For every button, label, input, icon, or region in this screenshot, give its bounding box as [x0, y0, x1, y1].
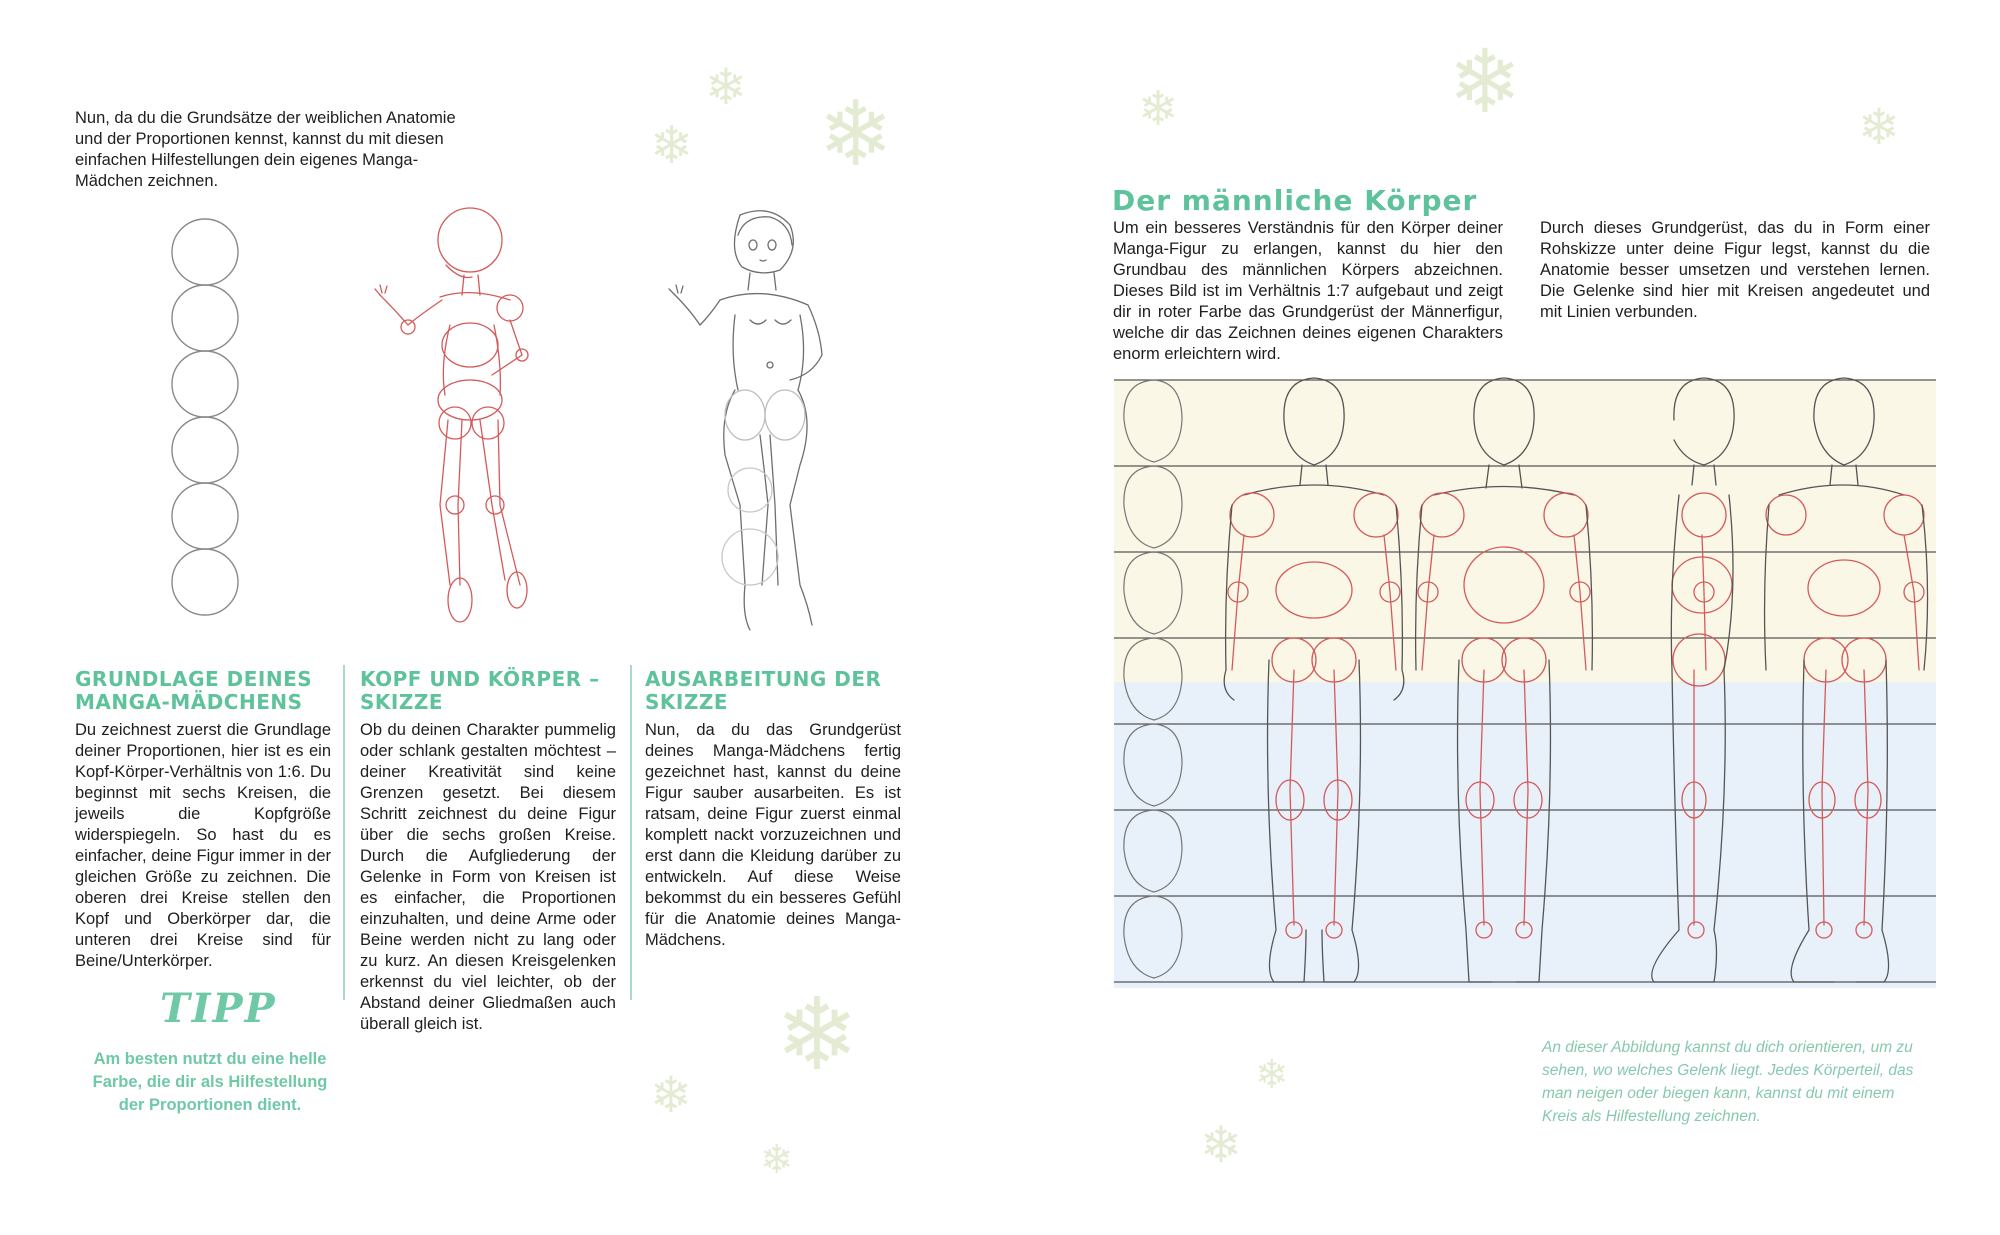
body-ausarbeitung: Nun, da du das Grundgerüst deines Manga-Mädchens fertig gezeichnet hast, kannst du deine Figur sauber ausarbeiten. Es ist ratsam, deine Figur zuerst einmal komplett nackt vorzuzeichnen und erst dann die Kleidung darüber zu entwickeln. Auf diese Weise bekommst du ein besseres Gefühl für die Anatomie deines Manga-Mädchens.: [645, 721, 901, 949]
page-title: Der männliche Körper: [1112, 184, 1478, 217]
proportion-circles: [160, 215, 250, 625]
snowflake-icon: ❄: [818, 82, 894, 187]
snowflake-icon: ❄: [1138, 81, 1179, 137]
heading-kopf-koerper: KOPF UND KÖRPER – SKIZZE: [360, 667, 600, 714]
right-column-2: Durch dieses Grundgerüst, das du in Form einer Rohskizze unter deine Figur legst, kannst du die Anatomie besser umsetzen und verstehen lernen. Die Gelenke sind hier mit Kreisen angedeutet und mit Linien verbunden.: [1540, 219, 1930, 321]
column-ausarbeitung: [645, 668, 901, 951]
snowflake-icon: ❄: [1200, 1116, 1242, 1174]
girl-finished-sketch: [650, 205, 870, 640]
tip-title: TIPP: [160, 985, 277, 1032]
snowflake-icon: ❄: [760, 1137, 794, 1183]
snowflake-icon: ❄: [775, 976, 859, 1093]
snowflake-icon: ❄: [1448, 30, 1522, 133]
snowflake-icon: ❄: [1255, 1052, 1289, 1098]
right-column-1: Um ein besseres Verständnis für den Körper deiner Manga-Figur zu erlangen, kannst du hier den Grundbau des männlichen Körpers abzeichnen. Dieses Bild ist im Verhältnis 1:7 aufgebaut und zeigt dir in roter Farbe das Grundgerüst der Männerfigur, welche dir das Zeichnen deines eigenen Charakters enorm erleichtern wird.: [1113, 219, 1503, 363]
tip-text: Am besten nutzt du eine helle Farbe, die dir als Hilfestellung der Proportionen dient.: [92, 1050, 328, 1114]
column-divider: [630, 665, 632, 1000]
figure-caption: An dieser Abbildung kannst du dich orientieren, um zu sehen, wo welches Gelenk liegt. Jedes Körperteil, das man neigen oder biegen kann, kannst du mit einem Kreis als Hilfestellung zeichnen.: [1542, 1039, 1914, 1125]
body-grundlage: Du zeichnest zuerst die Grundlage deiner Proportionen, hier ist es ein Kopf-Körper-Verhältnis von 1:6. Du beginnst mit sechs Kreisen, die jeweils die Kopfgröße widerspiegeln. So hast du es einfacher, deine Figur immer in der gleichen Größe zu zeichnen. Die oberen drei Kreise stellen den Kopf und Oberkörper dar, die unteren drei Kreise sind für Beine/Unterkörper.: [75, 721, 331, 970]
intro-text: Nun, da du die Grundsätze der weiblichen Anatomie und der Proportionen kennst, kannst du mit diesen einfachen Hilfestellungen dein eigenes Manga-Mädchen zeichnen.: [75, 109, 456, 190]
column-grundlage: [75, 668, 331, 972]
male-body-proportion-figure: [1114, 370, 1936, 1030]
head-column: [1124, 380, 1182, 978]
girl-skeleton-sketch: [360, 205, 560, 640]
column-kopf-koerper: [360, 668, 616, 1035]
heading-ausarbeitung: AUSARBEITUNG DER SKIZZE: [645, 667, 882, 714]
snowflake-icon: ❄: [1858, 98, 1900, 156]
snowflake-icon: ❄: [705, 58, 747, 116]
column-divider: [343, 665, 345, 1000]
snowflake-icon: ❄: [650, 1066, 692, 1124]
heading-grundlage: GRUNDLAGE DEINES MANGA-MÄDCHENS: [75, 667, 313, 714]
snowflake-icon: ❄: [650, 116, 694, 176]
body-kopf-koerper: Ob du deinen Charakter pummelig oder schlank gestalten möchtest – deiner Kreativität sind keine Grenzen gesetzt. Bei diesem Schritt zeichnest du deine Figur über die sechs großen Kreise. Durch die Aufgliederung der Gelenke in Form von Kreisen ist es einfacher, die Proportionen einzuhalten, und deine Arme oder Beine werden nicht zu lang oder zu kurz. An diesen Kreisgelenken erkennst du viel leichter, ob der Abstand deiner Gliedmaßen auch überall gleich ist.: [360, 721, 616, 1033]
